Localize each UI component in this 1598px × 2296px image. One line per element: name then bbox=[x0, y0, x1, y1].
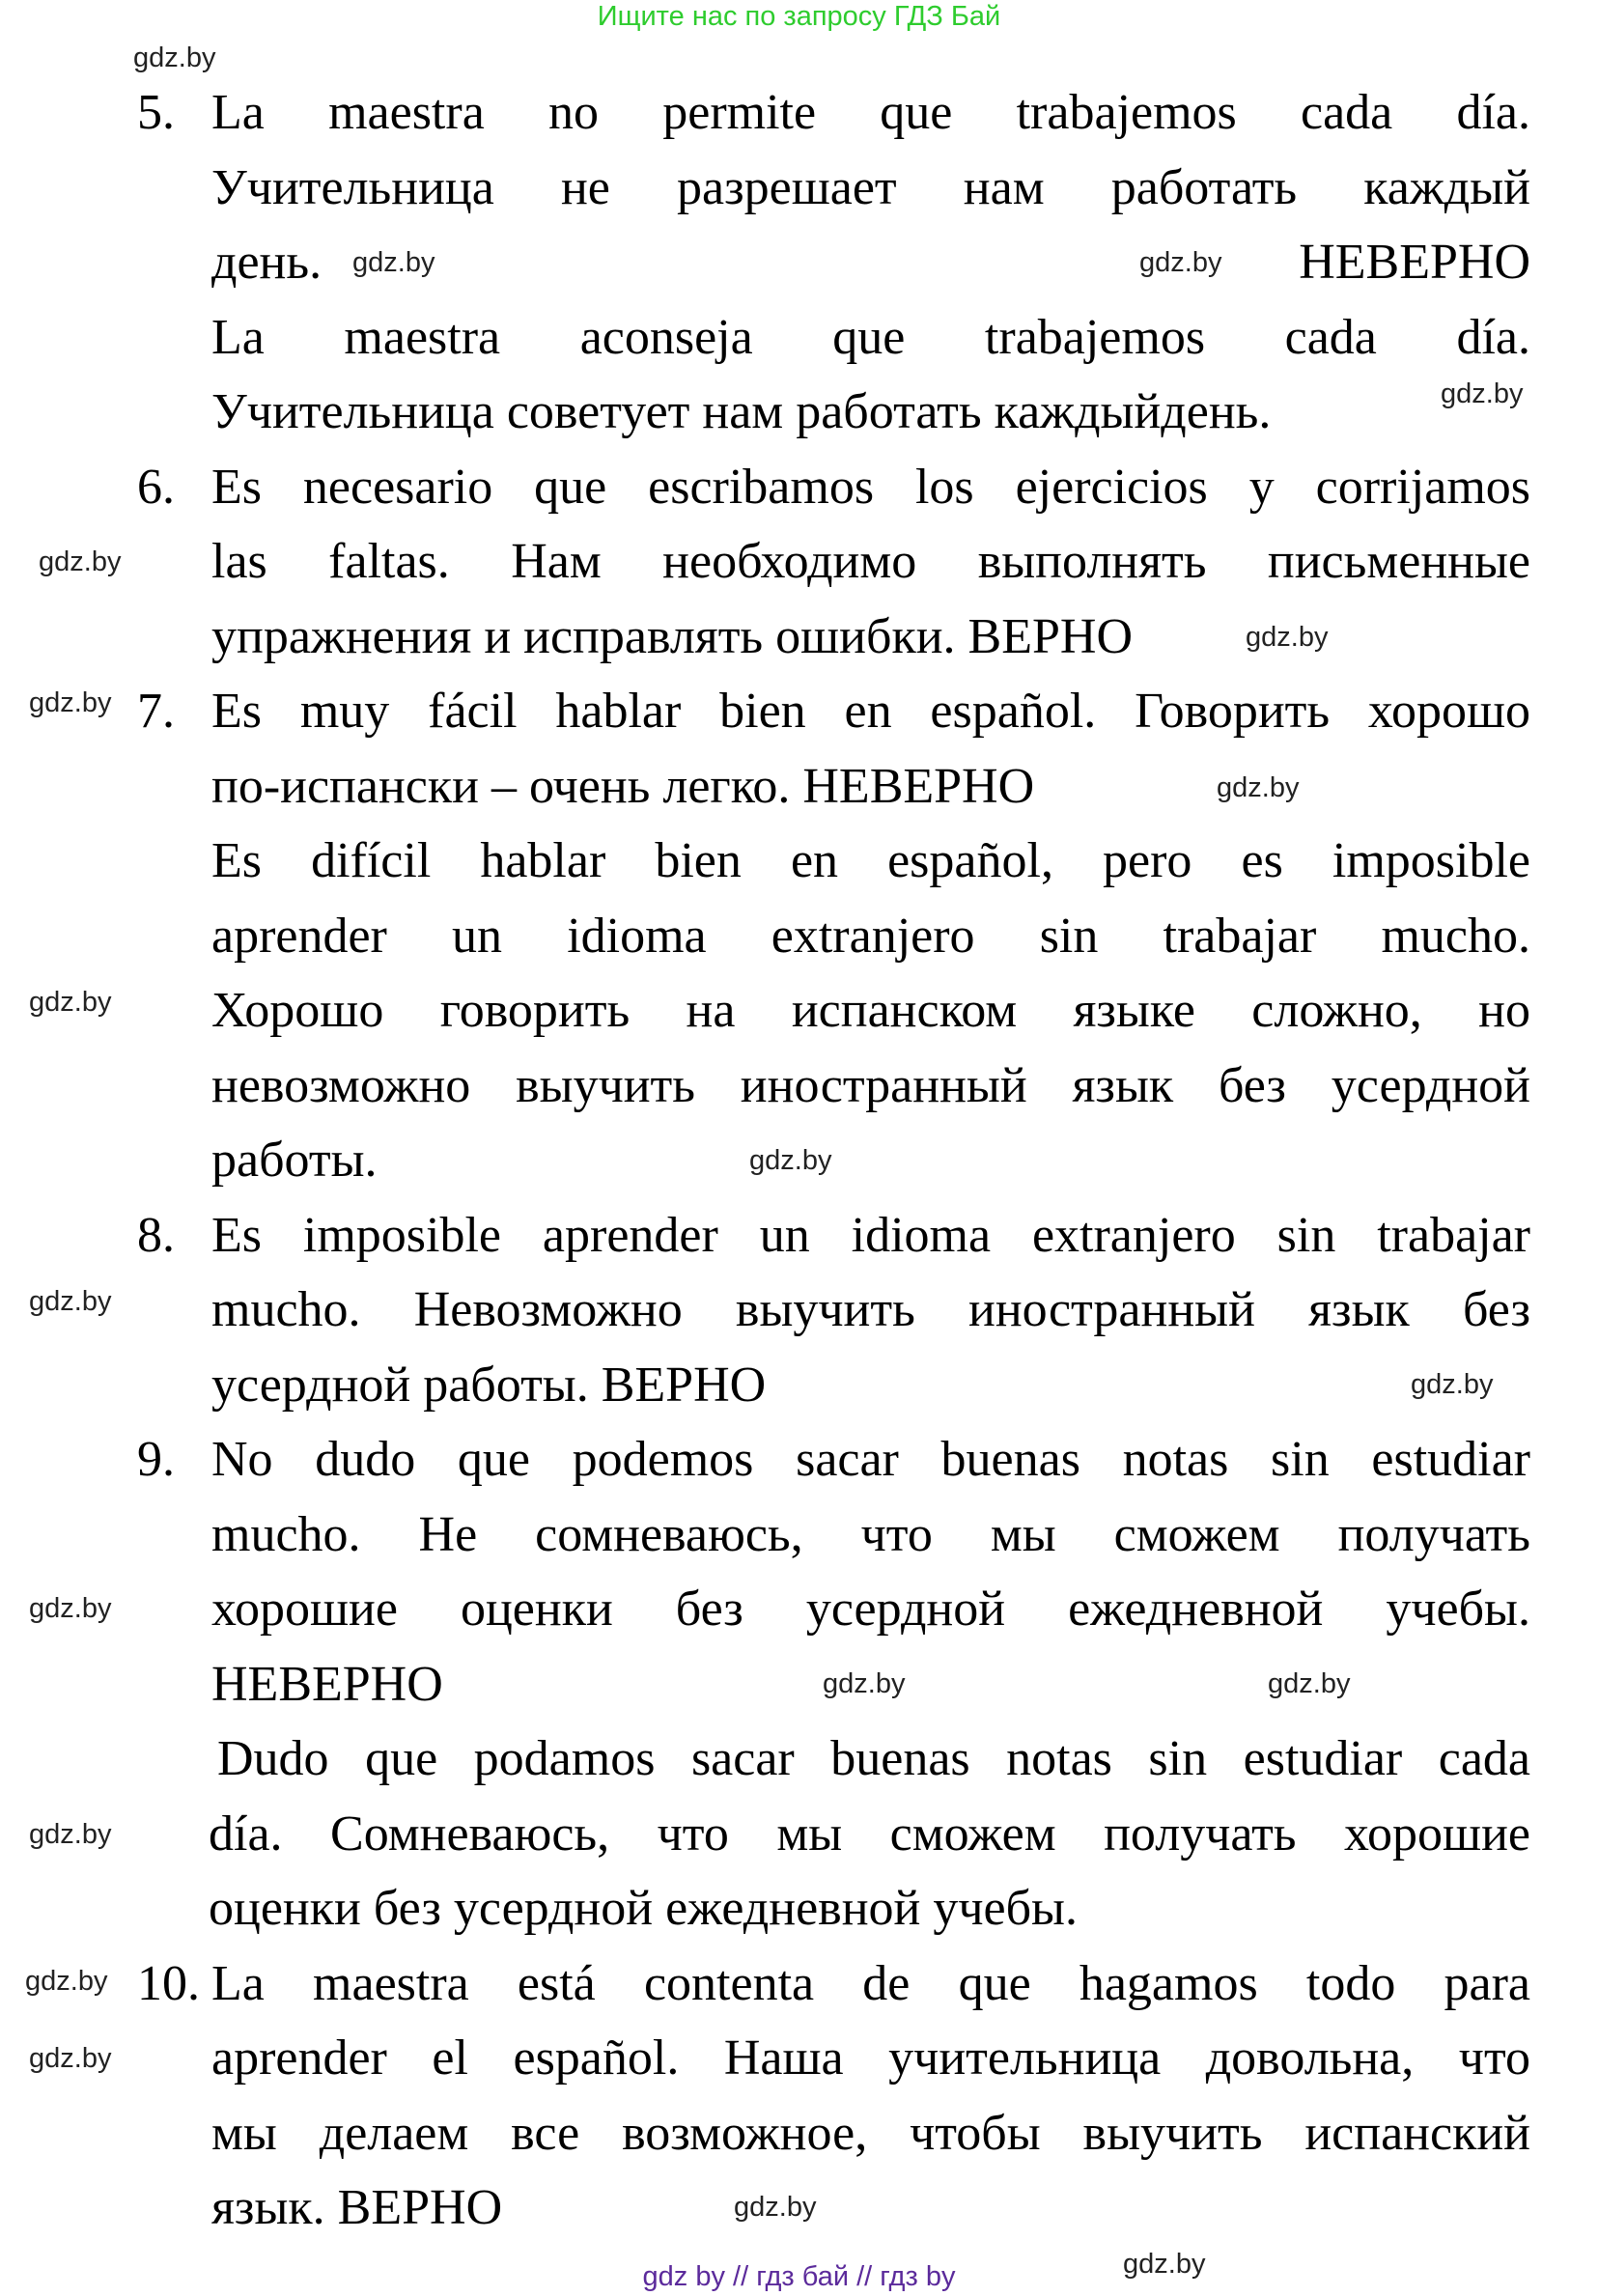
line-text: по-испански – очень легко. НЕВЕРНО bbox=[211, 758, 1035, 814]
text-line bbox=[0, 1498, 1598, 1573]
text-line bbox=[0, 1572, 1598, 1647]
line-text: La maestra está contenta de que hagamos todo para bbox=[211, 1955, 1530, 2011]
text-line bbox=[0, 2021, 1598, 2096]
text-line bbox=[0, 1198, 1598, 1274]
watermark: gdz.by bbox=[29, 1819, 112, 1850]
text-line bbox=[0, 973, 1598, 1049]
watermark: gdz.by bbox=[133, 42, 216, 73]
watermark: gdz.by bbox=[734, 2192, 817, 2223]
watermark: gdz.by bbox=[39, 546, 122, 577]
item-number: 6. bbox=[137, 459, 175, 515]
line-text: Хорошо говорить на испанском языке сложно, но bbox=[211, 983, 1530, 1038]
item-number: 9. bbox=[137, 1432, 175, 1487]
item-number: 5. bbox=[137, 85, 175, 140]
watermark: gdz.by bbox=[1441, 378, 1524, 409]
watermark: gdz.by bbox=[29, 1286, 112, 1317]
watermark: gdz.by bbox=[29, 687, 112, 718]
line-text: хорошие оценки без усердной ежедневной учебы. bbox=[211, 1582, 1530, 1637]
search-hint-header: Ищите нас по запросу ГДЗ Бай bbox=[597, 1, 1001, 32]
text-line bbox=[0, 674, 1598, 749]
line-text: язык. ВЕРНО bbox=[211, 2180, 503, 2235]
text-line bbox=[0, 1946, 1598, 2022]
text-line bbox=[0, 1722, 1598, 1797]
text-line bbox=[0, 1273, 1598, 1348]
watermark: gdz.by bbox=[823, 1668, 906, 1699]
text-line bbox=[0, 1049, 1598, 1124]
line-text: día. Сомневаюсь, что мы сможем получать хорошие bbox=[209, 1806, 1530, 1862]
text-line bbox=[0, 75, 1598, 151]
line-text: Dudo que podamos sacar buenas notas sin estudiar cada bbox=[217, 1731, 1530, 1786]
item-number: 10. bbox=[137, 1955, 200, 2011]
watermark: gdz.by bbox=[1411, 1369, 1494, 1400]
text-line bbox=[0, 1348, 1598, 1423]
line-text: Учительница не разрешает нам работать каждый bbox=[211, 159, 1530, 215]
text-line bbox=[0, 1797, 1598, 1872]
line-text: НЕВЕРНО bbox=[211, 1656, 443, 1712]
line-text: Es difícil hablar bien en español, pero es imposible bbox=[211, 833, 1530, 888]
footer-links: gdz by // гдз бай // гдз by bbox=[642, 2261, 956, 2292]
watermark: gdz.by bbox=[1246, 622, 1329, 653]
line-text: Es muy fácil hablar bien en español. Говорить хорошо bbox=[211, 684, 1530, 739]
line-text: мы делаем все возможное, чтобы выучить испанский bbox=[211, 2105, 1530, 2161]
item-number: 8. bbox=[137, 1207, 175, 1263]
line-text: mucho. Невозможно выучить иностранный язык без bbox=[211, 1282, 1530, 1337]
watermark: gdz.by bbox=[1139, 247, 1222, 278]
watermark: gdz.by bbox=[29, 1593, 112, 1624]
text-line bbox=[0, 2096, 1598, 2171]
line-text: La maestra no permite que trabajemos cada día. bbox=[211, 85, 1530, 140]
line-text: La maestra aconseja que trabajemos cada día. bbox=[211, 309, 1530, 365]
watermark: gdz.by bbox=[25, 1966, 108, 1997]
text-line bbox=[0, 824, 1598, 899]
verdict-label: НЕВЕРНО bbox=[1299, 235, 1530, 290]
line-text: aprender el español. Наша учительница довольна, что bbox=[211, 2030, 1530, 2086]
text-line bbox=[0, 749, 1598, 825]
line-text: No dudo que podemos sacar buenas notas sin estudiar bbox=[211, 1432, 1530, 1487]
text-line bbox=[0, 899, 1598, 974]
watermark: gdz.by bbox=[1217, 772, 1300, 803]
watermark: gdz.by bbox=[1268, 1668, 1351, 1699]
watermark: gdz.by bbox=[29, 2043, 112, 2074]
watermark: gdz.by bbox=[749, 1145, 832, 1176]
watermark: gdz.by bbox=[1123, 2249, 1206, 2280]
text-line bbox=[0, 151, 1598, 226]
line-text: день. bbox=[211, 235, 322, 290]
text-line bbox=[0, 600, 1598, 675]
line-text: невозможно выучить иностранный язык без усердной bbox=[211, 1057, 1530, 1113]
line-text: aprender un idioma extranjero sin trabajar mucho. bbox=[211, 908, 1530, 964]
text-line bbox=[0, 524, 1598, 600]
line-text: Es imposible aprender un idioma extranjero sin trabajar bbox=[211, 1207, 1530, 1263]
text-line bbox=[0, 1647, 1598, 1722]
line-text: оценки без усердной ежедневной учебы. bbox=[209, 1881, 1078, 1936]
line-text: упражнения и исправлять ошибки. ВЕРНО bbox=[211, 608, 1134, 664]
line-text: работы. bbox=[211, 1133, 378, 1188]
line-text: mucho. Не сомневаюсь, что мы сможем получать bbox=[211, 1506, 1530, 1562]
watermark: gdz.by bbox=[29, 987, 112, 1018]
text-line bbox=[0, 300, 1598, 376]
watermark: gdz.by bbox=[352, 247, 435, 278]
text-line bbox=[0, 225, 1598, 300]
line-text: Es necesario que escribamos los ejercicios y corrijamos bbox=[211, 459, 1530, 515]
text-line bbox=[0, 375, 1598, 450]
text-line bbox=[0, 1422, 1598, 1498]
line-text: las faltas. Нам необходимо выполнять письменные bbox=[211, 534, 1530, 589]
text-line bbox=[0, 1871, 1598, 1946]
text-line bbox=[0, 450, 1598, 525]
line-text: усердной работы. ВЕРНО bbox=[211, 1357, 767, 1413]
item-number: 7. bbox=[137, 684, 175, 739]
line-text: Учительница советует нам работать каждыйдень. bbox=[211, 384, 1272, 439]
